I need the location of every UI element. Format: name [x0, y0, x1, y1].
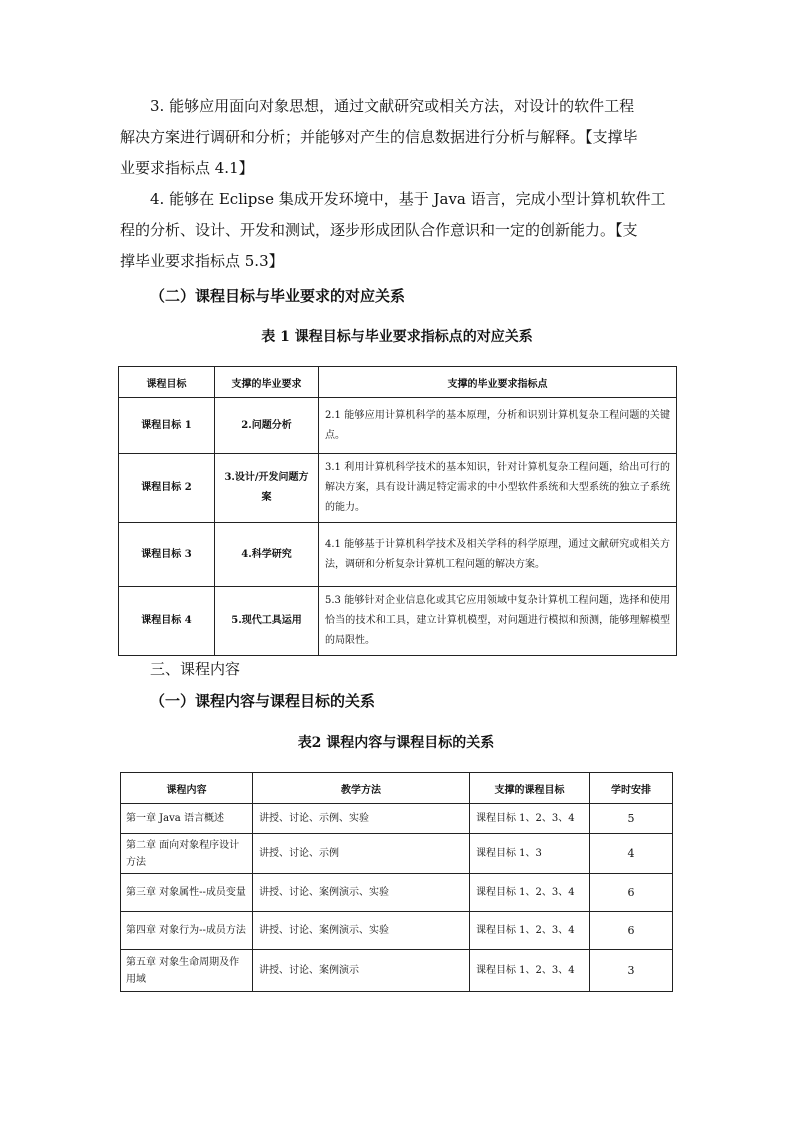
table2-caption: 表2 课程内容与课程目标的关系	[297, 735, 495, 751]
hours-cell: 4	[590, 834, 673, 874]
column-header: 课程目标	[119, 367, 215, 398]
requirement-cell: 4.科学研究	[215, 523, 319, 587]
course-goal-cell: 课程目标 3	[119, 523, 215, 587]
table-row	[119, 398, 677, 454]
hours-cell: 5	[590, 804, 673, 834]
section-heading: （二）课程目标与毕业要求的对应关系	[150, 287, 406, 305]
indicator-cell: 5.3 能够针对企业信息化或其它应用领域中复杂计算机工程问题，选择和使用恰当的技术和工具，建立计算机模型，对问题进行模拟和预测，能够理解模型的局限性。	[319, 587, 677, 656]
indicator-cell: 4.1 能够基于计算机科学技术及相关学科的科学原理，通过文献研究或相关方法，调研和分析复杂计算机工程问题的解决方案。	[319, 523, 677, 587]
content-cell: 第三章 对象属性--成员变量	[121, 874, 253, 912]
column-header: 支撑的毕业要求指标点	[319, 367, 677, 398]
section-heading: 三、课程内容	[150, 660, 241, 678]
goals-cell: 课程目标 1、2、3、4	[470, 912, 590, 950]
hours-cell: 3	[590, 950, 673, 992]
table-row	[121, 874, 673, 912]
goal-requirement-table	[118, 366, 677, 656]
goals-cell: 课程目标 1、3	[470, 834, 590, 874]
column-header: 学时安排	[590, 773, 673, 804]
course-goal-cell: 课程目标 2	[119, 454, 215, 523]
table-row	[119, 454, 677, 523]
method-cell: 讲授、讨论、示例、实验	[253, 804, 470, 834]
objective-paragraph-4	[120, 184, 675, 277]
paragraph-line: 3. 能够应用面向对象思想，通过文献研究或相关方法，对设计的软件工程	[150, 97, 635, 115]
hours-cell: 6	[590, 874, 673, 912]
content-cell: 第一章 Java 语言概述	[121, 804, 253, 834]
paragraph-line: 程的分析、设计、开发和测试，逐步形成团队合作意识和一定的创新能力。【支	[120, 221, 638, 239]
paragraph-line: 业要求指标点 4.1】	[120, 159, 254, 177]
content-cell: 第二章 面向对象程序设计方法	[121, 834, 253, 874]
requirement-cell: 2.问题分析	[215, 398, 319, 454]
table-row	[121, 950, 673, 992]
column-header: 教学方法	[253, 773, 470, 804]
method-cell: 讲授、讨论、案例演示、实验	[253, 874, 470, 912]
content-goal-table	[120, 772, 673, 992]
paragraph-line: 解决方案进行调研和分析；并能够对产生的信息数据进行分析与解释。【支撑毕	[120, 128, 638, 146]
goals-cell: 课程目标 1、2、3、4	[470, 950, 590, 992]
table-header-row	[121, 773, 673, 804]
column-header: 支撑的毕业要求	[215, 367, 319, 398]
method-cell: 讲授、讨论、案例演示、实验	[253, 912, 470, 950]
paragraph-line: 4. 能够在 Eclipse 集成开发环境中，基于 Java 语言，完成小型计算机软件工	[150, 190, 666, 208]
method-cell: 讲授、讨论、示例	[253, 834, 470, 874]
course-goal-cell: 课程目标 4	[119, 587, 215, 656]
table1-caption: 表 1 课程目标与毕业要求指标点的对应关系	[261, 329, 533, 345]
indicator-cell: 3.1 利用计算机科学技术的基本知识，针对计算机复杂工程问题，给出可行的解决方案，具有设计满足特定需求的中小型软件系统和大型系统的独立子系统的能力。	[319, 454, 677, 523]
goals-cell: 课程目标 1、2、3、4	[470, 804, 590, 834]
content-cell: 第四章 对象行为--成员方法	[121, 912, 253, 950]
subsection-heading: （一）课程内容与课程目标的关系	[150, 692, 376, 710]
indicator-cell: 2.1 能够应用计算机科学的基本原理，分析和识别计算机复杂工程问题的关键点。	[319, 398, 677, 454]
table-row	[119, 523, 677, 587]
column-header: 支撑的课程目标	[470, 773, 590, 804]
content-cell: 第五章 对象生命周期及作用域	[121, 950, 253, 992]
table-row	[121, 834, 673, 874]
table-row	[121, 804, 673, 834]
table-row	[121, 912, 673, 950]
column-header: 课程内容	[121, 773, 253, 804]
objective-paragraph-3	[120, 91, 675, 184]
table-header-row	[119, 367, 677, 398]
table-row	[119, 587, 677, 656]
course-goal-cell: 课程目标 1	[119, 398, 215, 454]
method-cell: 讲授、讨论、案例演示	[253, 950, 470, 992]
paragraph-line: 撑毕业要求指标点 5.3】	[120, 252, 284, 270]
requirement-cell: 5.现代工具运用	[215, 587, 319, 656]
requirement-cell: 3.设计/开发问题方案	[215, 454, 319, 523]
hours-cell: 6	[590, 912, 673, 950]
goals-cell: 课程目标 1、2、3、4	[470, 874, 590, 912]
